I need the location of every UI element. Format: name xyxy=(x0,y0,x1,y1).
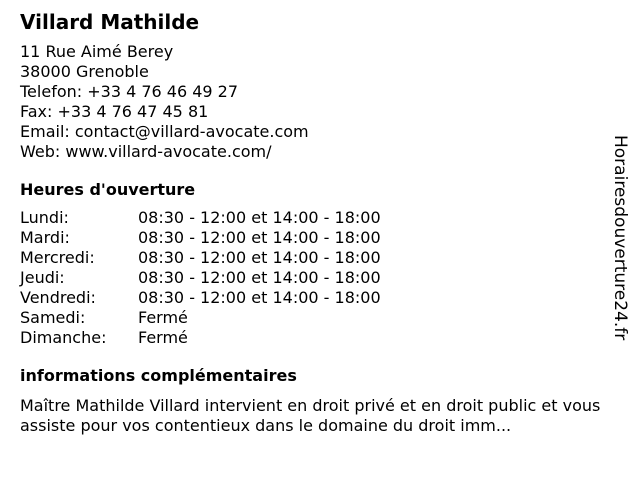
hours-day: Jeudi: xyxy=(20,268,65,287)
hours-day: Samedi: xyxy=(20,308,86,327)
hours-row xyxy=(20,248,610,268)
hours-time: 08:30 - 12:00 et 14:00 - 18:00 xyxy=(138,268,381,287)
info-heading: informations complémentaires xyxy=(20,366,297,385)
hours-heading: Heures d'ouverture xyxy=(20,180,196,199)
hours-day: Mardi: xyxy=(20,228,70,247)
hours-time: 08:30 - 12:00 et 14:00 - 18:00 xyxy=(138,208,381,227)
hours-time: 08:30 - 12:00 et 14:00 - 18:00 xyxy=(138,248,381,267)
hours-day: Vendredi: xyxy=(20,288,96,307)
hours-day: Mercredi: xyxy=(20,248,95,267)
hours-row xyxy=(20,228,610,248)
hours-row xyxy=(20,288,610,308)
contact-block xyxy=(20,42,610,162)
site-brand-vertical: Horairesdouverture24.fr xyxy=(610,135,630,341)
info-description: Maître Mathilde Villard intervient en droit privé et en droit public et vous assiste pour vos contentieux dans le domaine du droit imm... xyxy=(20,396,601,435)
hours-row xyxy=(20,308,610,328)
hours-time: Fermé xyxy=(138,308,188,327)
business-card xyxy=(20,8,610,436)
hours-time: 08:30 - 12:00 et 14:00 - 18:00 xyxy=(138,228,381,247)
business-name: Villard Mathilde xyxy=(20,10,200,34)
email-line: Email: contact@villard-avocate.com xyxy=(20,122,309,141)
hours-row xyxy=(20,208,610,228)
phone-line: Telefon: +33 4 76 46 49 27 xyxy=(20,82,239,101)
address-city: 38000 Grenoble xyxy=(20,62,149,81)
hours-row xyxy=(20,268,610,288)
hours-time: 08:30 - 12:00 et 14:00 - 18:00 xyxy=(138,288,381,307)
web-line: Web: www.villard-avocate.com/ xyxy=(20,142,272,161)
hours-table xyxy=(20,208,610,348)
fax-line: Fax: +33 4 76 47 45 81 xyxy=(20,102,209,121)
hours-row xyxy=(20,328,610,348)
hours-time: Fermé xyxy=(138,328,188,347)
hours-day: Dimanche: xyxy=(20,328,107,347)
hours-day: Lundi: xyxy=(20,208,69,227)
address-street: 11 Rue Aimé Berey xyxy=(20,42,174,61)
